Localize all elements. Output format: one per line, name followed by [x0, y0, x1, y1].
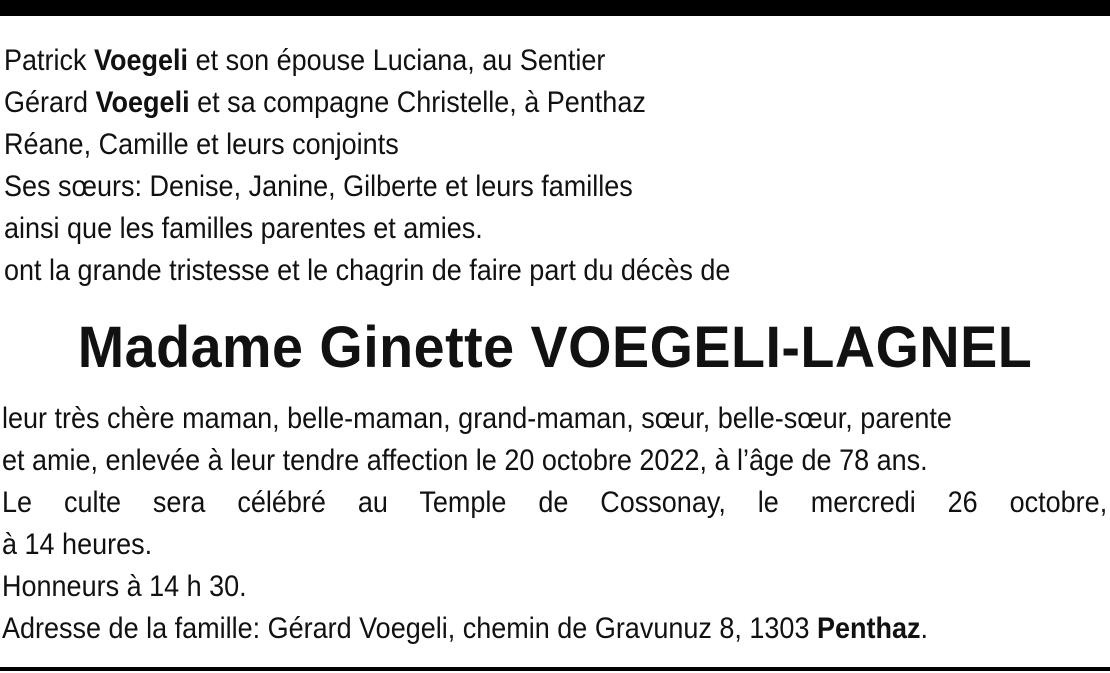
bottom-border-rule: [0, 667, 1110, 671]
family-line-relatives: ainsi que les familles parentes et amies.: [4, 212, 483, 245]
deceased-name-heading: Madame Ginette VOEGELI-LAGNEL: [77, 315, 1033, 380]
obituary-details: [2, 398, 1108, 650]
family-address: Adresse de la famille: Gérard Voegeli, chemin de Gravunuz 8, 1303 Penthaz.: [2, 612, 929, 645]
details-service-line: Le culte sera célébré au Temple de Cossonay, le mercredi 26 octobre,: [2, 486, 1108, 519]
details-relationship-line: leur très chère maman, belle-maman, grand-maman, sœur, belle-sœur, parente: [2, 402, 952, 435]
family-announcement: [4, 40, 994, 292]
family-line-grandchildren: Réane, Camille et leurs conjoints: [4, 128, 399, 161]
details-honours-time: Honneurs à 14 h 30.: [2, 570, 247, 603]
details-date-line: et amie, enlevée à leur tendre affection le 20 octobre 2022, à l’âge de 78 ans.: [2, 444, 928, 477]
family-line-sisters: Ses sœurs: Denise, Janine, Gilberte et leurs familles: [4, 170, 633, 203]
announcement-line: ont la grande tristesse et le chagrin de faire part du décès de: [4, 254, 731, 287]
family-line-patrick: Patrick Voegeli et son épouse Luciana, au Sentier: [4, 44, 606, 77]
top-border-rule: [0, 0, 1110, 16]
family-line-gerard: Gérard Voegeli et sa compagne Christelle, à Penthaz: [4, 86, 646, 119]
details-service-time: à 14 heures.: [2, 528, 153, 561]
